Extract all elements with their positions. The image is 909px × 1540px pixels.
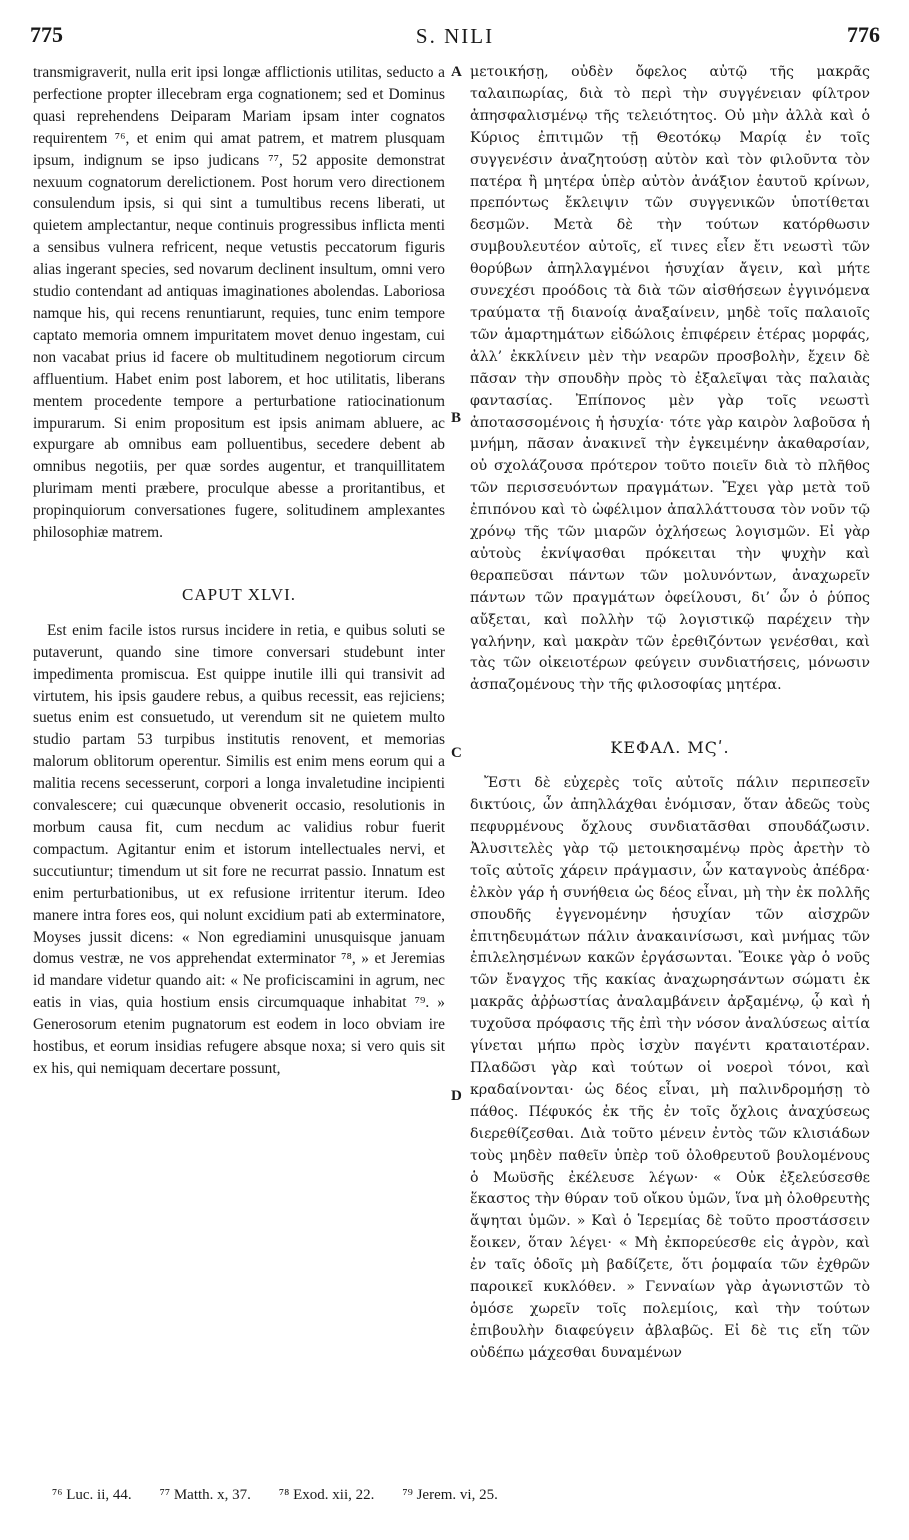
left-page-number: 775 <box>30 22 63 47</box>
greek-paragraph-1: μετοικήσῃ, οὐδὲν ὄφελος αὐτῷ τῆς μακρᾶς ταλαιπωρίας, διὰ τὸ περὶ τὴν συγγένειαν φίλτρον ἀπησφαλισμένῳ τῆς τελειότητος. Οὐ μὴν ἀλλὰ καὶ ὁ Κύριος ἐπιτιμῶν τῇ Θεοτόκῳ Μαρίᾳ ἐν τοῖς συγγενέσιν ἀναζητούσῃ αὐτὸν καὶ τὸν φιλοῦντα τὸν πατέρα ἢ μητέρα ὑπὲρ αὐτὸν ἀνάξιον ἑαυτοῦ κρίνων, πρεπόντως ἔκλειψιν τῶν συγγενικῶν ὑποτίθεται δεσμῶν. Μετὰ δὲ τὴν τούτων κατόρθωσιν συμβουλευτέον αὐτοῖς, εἴ τινες εἶεν ἔτι νεωστὶ τῶν θορύβων ἀπηλλαγμένοι ἡσυχίαν ἄγειν, καὶ μήτε συνεχέσι προόδοις τὰ διὰ τῶν αἰσθήσεων ἐγγινόμενα τραύματα τῇ διανοίᾳ ἀναξαίνειν, μηδὲ τοῖς παλαιοῖς τῶν ἁμαρτημάτων εἰδώλοις ἐπιφέρειν ἑτέρας μορφάς, ἀλλ’ ἐκκλίνειν μὲν τὴν νεαρῶν προσβολὴν, ἔχειν δὲ πᾶσαν τὴν σπουδὴν πρὸς τὸ ἐξαλεῖψαι τὰς παλαιὰς φαντασίας. Ἐπίπονος μὲν γὰρ τοῖς νεωστὶ ἀποτασσομένοις ἡ ἡσυχία· τότε γὰρ καιρὸν λαβοῦσα ἡ μνήμη, πᾶσαν ἀνακινεῖ τὴν ἐγκειμένην ἀκαθαρσίαν, οὐ σχολάζουσα πρότερον τοῦτο ποιεῖν διὰ τὸ πλῆθος τῶν περισσευόντων πραγμάτων. Ἔχει γὰρ μετὰ τοῦ ἐπιπόνου καὶ τὸ ὠφέλιμον ἀπαλλάττουσα τὸν νοῦν τῷ χρόνῳ τῆς τῶν μιαρῶν ὀχλήσεως λογισμῶν. Εἰ γὰρ αὐτοὺς ἐκνίψασθαι πρόκειται τὴν ψυχὴν καὶ θεραπεῦσαι πάντων τῶν μολυνόντων, ἀναχωρεῖν πάντων τῶν πραγμάτων ὀφείλουσι, δι’ ὧν ὁ ῥύπος αὔξεται, καὶ πολλὴν τῷ λογιστικῷ παρέχειν τὴν γαλήνην, καὶ μακρὰν τῶν ἐρεθιζόντων γενέσθαι, καὶ τὰς τῶν οἰκειοτέρων φεύγειν συνδιατήσεις, μόνωσιν ἀσπαζομένους τὴν τῆς φιλοσοφίας μητέρα. <box>470 64 870 694</box>
margin-letter-a: A <box>451 64 462 80</box>
latin-chapter-heading: CAPUT XLVI. <box>182 584 296 604</box>
margin-letter-d: D <box>451 1088 462 1104</box>
footnote-78: ⁷⁸ Exod. xii, 22. <box>278 1487 375 1503</box>
greek-chapter-heading: ΚΕΦΑΛ. ΜϚʹ. <box>610 738 730 758</box>
latin-paragraph-2: Est enim facile istos rursus incidere in retia, e quibus soluti se putaverunt, quando sine timore conversari studebunt inter impedimenta promiscua. Est quippe inutile illi qui transivit ad virtutem, his ipsis gaudere rebus, a quibus recessit, eas rejiciens; suetus enim est consuetudo, ut verendum sit ne quietem multo studio partam 53 turpibus institutis renovent, et memorias malorum oblitorum operentur. Similis est enim mens eorum qui a malitia recens secesserunt, corpori a longa invaletudine incipienti convalescere; cui quæcunque obvenerit occasio, resolutionis in morbum causa fit, cum necdum ac validius robur fuerit compactum. Agitantur enim et istorum intellectuales nervi, et succutiuntur; timendum ut sit fore ne recurrat passio. Innatum est enim perturbationibus, ut ex refusione irritentur iterum. Ideo manere intra fores eos, qui nolunt excidium pati ab exterminatore, Moyses jussit dicens: « Non egrediamini unusquisque januam domus vestræ, ne vos apprehendat exterminator ⁷⁸, » et Jeremias id mandare videtur quando ait: « Ne proficiscamini in agrum, nec eatis in vias, quia hostium ensis circumquaque inhabitat ⁷⁹. » Generosorum etenim pugnatorum est eodem in loco obviam ire hostibus, et eorum insidias refugere absque noxa; si vero quis sit ex his, qui nemiquam decertare possunt, <box>33 621 445 1077</box>
margin-letter-b: B <box>451 410 462 426</box>
right-page-number: 776 <box>847 22 880 47</box>
footnote-77: ⁷⁷ Matth. x, 37. <box>159 1487 251 1503</box>
greek-column <box>470 62 870 1365</box>
footnotes <box>52 1487 852 1504</box>
footnote-79: ⁷⁹ Jerem. vi, 25. <box>402 1487 498 1503</box>
latin-paragraph-1: transmigraverit, nulla erit ipsi longæ afflictionis utilitas, seducto a perfectione propter illecebram erga cognationem; sed et Dominus quasi reprehendens Deiparam Mariam ipsam inter cognatos requirentem ⁷⁶, et enim qui amat patrem, et matrem plusquam ipsum, indignum se ipso judicans ⁷⁷, 52 apposite demonstrat nexuum cognatorum derelictionem. Post horum vero directionem consulendum ipsis, si qui sint a tumultibus recens liberati, ut quietem amplectantur, neque continuis progressibus inflicta menti a sensibus vulnera refricent, neque vetustis peccatorum figuris alias ingerant species, sed novarum declinent insultum, omni vero studio contendant ad antiquas imaginationes abolendas. Laboriosa namque his, qui recens renuntiarunt, requies, tunc enim tempore captato memoria omnem impuritatem movet denuo ingestam, cui non vacabat prius id facere ob multitudinem negotiorum circum affluentium. Habet enim post laborem, et hoc utilitatis, liberans mentem procedente tempore a perturbatione ratiocinationum impurarum. Si enim propositum est ipsis animam abluere, ac expurgare ab omnibus eam polluentibus, secedere debent ab omnibus negotiis, per quæ sordes augentur, et tranquillitatem plurimam menti præbere, proculque abesse a proritantibus, et propinquiorum conversationes fugere, solitudinem amplexantes philosophiæ matrem. <box>33 64 445 542</box>
latin-column <box>33 62 445 1080</box>
footnote-76: ⁷⁶ Luc. ii, 44. <box>52 1487 132 1503</box>
greek-paragraph-2: Ἔστι δὲ εὐχερὲς τοῖς αὐτοῖς πάλιν περιπεσεῖν δικτύοις, ὧν ἀπηλλάχθαι ἐνόμισαν, ὅταν ἀδεῶς τοὺς πεφυρμένους ὄχλους συνδιατᾶσθαι σπουδάζωσιν. Ἀλυσιτελὲς γὰρ τῷ μετοικησαμένῳ πρὸς ἀρετὴν τὸ τοῖς αὐτοῖς χάρειν πράγμασιν, ὧν καταγνοὺς ἀπέδρα· ἐλκὸν γάρ ἡ συνήθεια ὡς δέος εἶναι, μὴ τὴν ἐκ πολλῆς σπουδῆς ἐγγενομένην ἡσυχίαν τῶν αἰσχρῶν ἐπιτηδευμάτων πάλιν ἀνακαινίσωσι, καὶ μνήμας τῶν ἐπιλελησμένων κακῶν ἐργάσωνται. Ἔοικε γὰρ ὁ νοῦς τῶν ἔναγχος τῆς κακίας ἀναχωρησάντων σώματι ἐκ μακρᾶς ἀῤῥωστίας ἀναλαμβάνειν ἀρξαμένῳ, ᾧ καὶ ἡ τυχοῦσα πρόφασις τῆς ἐπὶ τὴν νόσον ἀναλύσεως αἰτία γίνεται μήπω πρὸς ἰσχὺν παγέντι κραταιοτέραν. Πλαδῶσι γὰρ καὶ τούτων οἱ νοεροὶ τόνοι, καὶ κραδαίνονται· ὡς δέος εἶναι, μὴ παλινδρομήσῃ τὸ πάθος. Πέφυκός ἐκ τῆς ἐν τοῖς ὄχλοις ἀναχύσεως διερεθίζεσθαι. Διὰ τοῦτο μένειν ἐντὸς τῶν κλισιάδων τοὺς μηδὲν παθεῖν ὑπὲρ τοῦ ὀλοθρευτοῦ βουλομένους ὁ Μωϋσῆς ἐκέλευσε λέγων· « Οὐκ ἐξελεύσεσθε ἕκαστος τὴν θύραν τοῦ οἴκου ὑμῶν, ἵνα μὴ ὀλοθρευτὴς ἅψηται ὑμῶν. » Καὶ ὁ Ἱερεμίας δὲ τοῦτο προστάσσειν ἔοικεν, ὅταν λέγει· « Μὴ ἐκπορεύεσθε εἰς ἀγρὸν, καὶ ἐν ταῖς ὁδοῖς μὴ βαδίζετε, ὅτι ῥομφαία τῶν ἐχθρῶν παροικεῖ κυκλόθεν. » Γενναίων γὰρ ἀγωνιστῶν τὸ ὁμόσε χωρεῖν τοῖς πολεμίοις, καὶ τὴν τούτων ἐπιβουλὴν διαφεύγειν ἀβλαβῶς. Εἰ δὲ τις εἴη τῶν οὐδέπω μάχεσθαι δυναμένων <box>470 775 870 1361</box>
running-header <box>30 22 880 58</box>
margin-letter-c: C <box>451 745 462 761</box>
running-title: S. NILI <box>415 24 495 48</box>
